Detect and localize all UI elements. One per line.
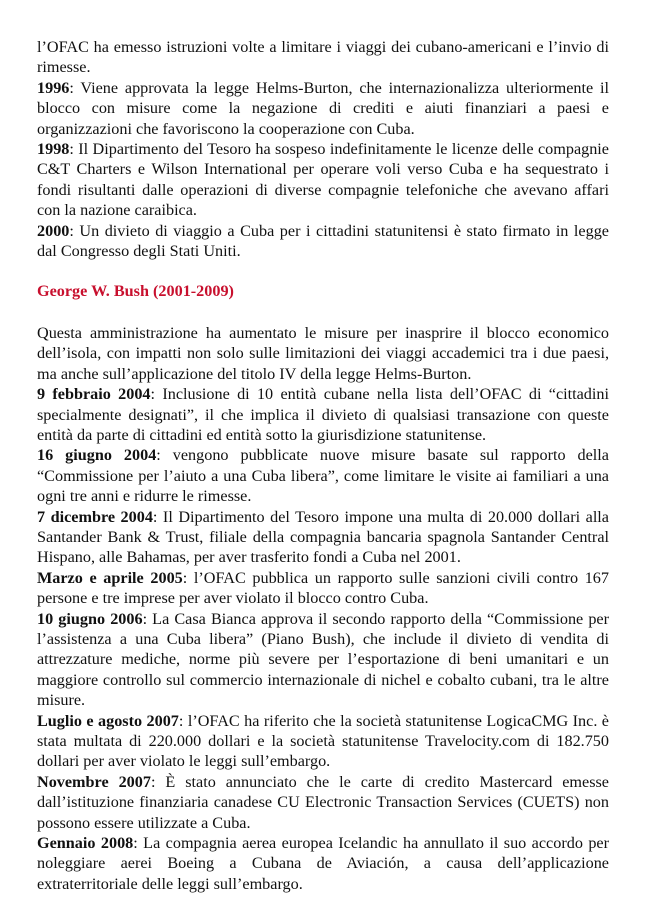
entry-date: 10 giugno 2006 xyxy=(37,609,143,628)
entry-date: Luglio e agosto 2007 xyxy=(37,711,179,730)
entry-text: : Inclusione di 10 entità cubane nella lista dell’OFAC di “cittadini specialmente designati”, il che implica il divieto di qualsiasi transazione con queste entità da parte di cittadini ed entità sotto la giurisdizione statunitense. xyxy=(37,385,609,444)
entry-date: 16 giugno 2004 xyxy=(37,446,157,465)
entry-2000 xyxy=(37,221,609,262)
entry-text: : l’OFAC ha riferito che la società statunitense LogicaCMG Inc. è stata multata di 220.000 dollari e la società statunitense Travelocity.com di 182.750 dollari per aver violato le leggi sull’embargo. xyxy=(37,711,609,771)
entry-text: : vengono pubblicate nuove misure basate sul rapporto della “Commissione per l’aiuto a una Cuba libera”, come limitare le visite ai familiari a una ogni tre anni e ridurre le rimesse. xyxy=(37,446,609,506)
entry-luglio-agosto-2007 xyxy=(37,711,609,772)
entry-novembre-2007 xyxy=(37,772,609,833)
entry-text: : Viene approvata la legge Helms-Burton, che internazionalizza ulteriormente il blocco con misure come la negazione di crediti e aiuti finanziari a paesi e organizzazioni che favoriscono la cooperazione con Cuba. xyxy=(37,78,609,138)
entry-1998 xyxy=(37,139,609,221)
entry-date: 9 febbraio 2004 xyxy=(37,385,151,404)
entry-date: Novembre 2007 xyxy=(37,772,151,791)
entry-date: Gennaio 2008 xyxy=(37,834,134,853)
entry-7-dicembre-2004 xyxy=(37,507,609,568)
entry-text: : La Casa Bianca approva il secondo rapporto della “Commissione per l’assistenza a una Cuba libera” (Piano Bush), che include il divieto di vendita di attrezzature mediche, norme più severe per l’esportazione di beni umanitari e un maggiore controllo sul commercio internazionale di nichel e cobalto cubani, tra le altre misure. xyxy=(37,609,610,710)
entry-date: 7 dicembre 2004 xyxy=(37,507,153,526)
entry-9-febbraio-2004 xyxy=(37,384,609,445)
entry-date: 1996 xyxy=(37,78,70,97)
entry-marzo-aprile-2005 xyxy=(37,568,609,609)
document-page xyxy=(37,37,609,894)
entry-text: : Un divieto di viaggio a Cuba per i cittadini statunitensi è stato firmato in legge dal Congresso degli Stati Uniti. xyxy=(37,221,609,261)
entry-text: : Il Dipartimento del Tesoro impone una multa di 20.000 dollari alla Santander Bank & Trust, filiale della compagnia bancaria spagnola Santander Central Hispano, alle Bahamas, per aver trasferito fondi a Cuba nel 2001. xyxy=(37,507,609,567)
entry-date: 1998 xyxy=(37,140,70,159)
entry-1996 xyxy=(37,78,609,139)
entry-10-giugno-2006 xyxy=(37,609,609,711)
entry-text: : l’OFAC pubblica un rapporto sulle sanzioni civili contro 167 persone e tre imprese per aver violato il blocco contro Cuba. xyxy=(37,568,609,608)
entry-gennaio-2008 xyxy=(37,833,609,894)
entry-text: : È stato annunciato che le carte di credito Mastercard emesse dall’istituzione finanziaria canadese CU Electronic Transaction Services (CUETS) non possono essere utilizzate a Cuba. xyxy=(37,772,609,832)
section-heading: George W. Bush (2001-2009) xyxy=(37,282,234,301)
entry-16-giugno-2004 xyxy=(37,445,609,506)
entry-date: 2000 xyxy=(37,221,70,240)
entry-text: : Il Dipartimento del Tesoro ha sospeso indefinitamente le licenze delle compagnie C&T Charters e Wilson International per operare voli verso Cuba e ha sequestrato i fondi risultanti dalle operazioni di diverse compagnie telefoniche che avevano affari con la nazione caraibica. xyxy=(37,140,609,220)
entry-date: Marzo e aprile 2005 xyxy=(37,568,183,587)
entry-text: : La compagnia aerea europea Icelandic ha annullato il suo accordo per noleggiare aerei Boeing a Cubana de Aviación, a causa dell’applicazione extraterritoriale delle leggi sull’embargo. xyxy=(37,834,609,893)
section-intro: Questa amministrazione ha aumentato le misure per inasprire il blocco economico dell’isola, con impatti non solo sulle limitazioni dei viaggi accademici tra i due paesi, ma anche sull’applicazione del titolo IV della legge Helms-Burton. xyxy=(37,323,609,383)
intro-continuation: l’OFAC ha emesso istruzioni volte a limitare i viaggi dei cubano-americani e l’invio di rimesse. xyxy=(37,38,609,77)
